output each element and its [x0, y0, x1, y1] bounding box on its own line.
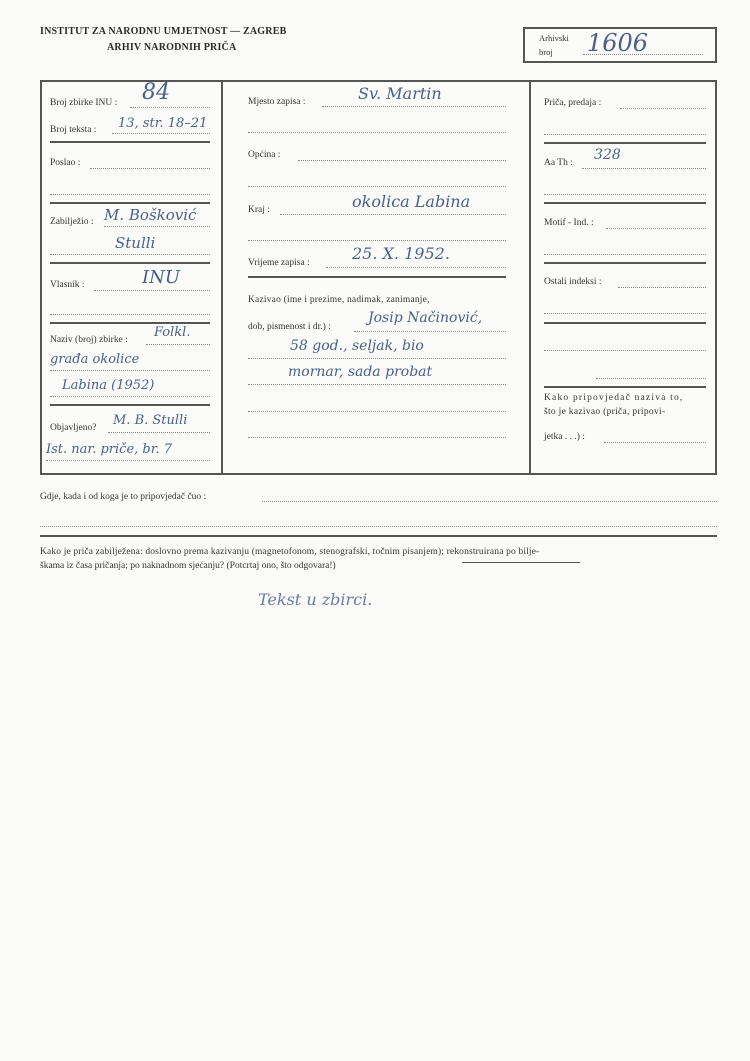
kako-label-3: jetka . . .) :	[544, 432, 585, 442]
kraj-label: Kraj :	[248, 205, 270, 215]
archive-number-box	[523, 27, 717, 63]
kako-label-2: što je kazivao (priča, pripovi-	[544, 407, 666, 417]
zabiljezena-text-2: škama iz časa pričanja; po naknadnom sjećanju? (Potcrtaj ono, što odgovara!)	[40, 561, 336, 571]
kako-label: Kako pripovjedač naziva to,	[544, 393, 684, 403]
zbirka-value: 84	[142, 80, 170, 105]
aath-label: Aa Th :	[544, 158, 573, 168]
teksta-value: 13, str. 18–21	[118, 116, 208, 131]
opcina-label: Općina :	[248, 150, 281, 160]
zabiljezio-value: M. Bošković	[104, 206, 197, 224]
archive-label-broj: broj	[539, 47, 553, 57]
archive-title: ARHIV NARODNIH PRIČA	[107, 42, 237, 53]
kazivao-label: Kazivao (ime i prezime, nadimak, zanimanje,	[248, 295, 430, 305]
poslao-label: Poslao :	[50, 158, 81, 168]
zbirka-label: Broj zbirke INU :	[50, 98, 118, 108]
column-divider-right	[529, 80, 531, 475]
archive-number: 1606	[587, 29, 649, 57]
archive-label: Arhivski	[539, 33, 569, 43]
kazivao-value-3: mornar, sada probat	[288, 364, 433, 380]
mjesto-value: Sv. Martin	[358, 84, 442, 103]
motif-label: Motif - Ind. :	[544, 218, 594, 228]
zabiljezena-text: Kako je priča zabilježena: doslovno prema kazivanju (magnetofonom, stenografski, točnim pisanjem); rekonstruirana po bilje-	[40, 547, 540, 557]
underline-mark	[462, 562, 580, 563]
vlasnik-label: Vlasnik :	[50, 280, 85, 290]
teksta-label: Broj teksta :	[50, 125, 97, 135]
kazivao-value-2: 58 god., seljak, bio	[290, 338, 424, 354]
prica-label: Priča, predaja :	[544, 98, 602, 108]
aath-value: 328	[594, 147, 621, 163]
objavljeno-value-2: Ist. nar. priče, br. 7	[46, 442, 173, 457]
naziv-value: Folkl.	[154, 325, 191, 340]
kazivao-label-2: dob, pismenost i dr.) :	[248, 322, 331, 332]
column-divider-left	[221, 80, 223, 475]
naziv-label: Naziv (broj) zbirke :	[50, 335, 128, 345]
naziv-value-3: Labina (1952)	[62, 378, 155, 393]
zabiljezio-value-2: Stulli	[115, 234, 156, 252]
vrijeme-label: Vrijeme zapisa :	[248, 258, 310, 268]
mjesto-label: Mjesto zapisa :	[248, 97, 306, 107]
gdje-label: Gdje, kada i od koga je to pripovjedač čuo :	[40, 492, 207, 502]
institute-title: INSTITUT ZA NARODNU UMJETNOST — ZAGREB	[40, 26, 287, 37]
note-text: Tekst u zbirci.	[258, 590, 373, 609]
vrijeme-value: 25. X. 1952.	[352, 244, 450, 263]
naziv-value-2: građa okolice	[50, 352, 140, 367]
kraj-value: okolica Labina	[352, 192, 471, 211]
vlasnik-value: INU	[142, 267, 181, 288]
ostali-label: Ostali indeksi :	[544, 277, 602, 287]
objavljeno-value: M. B. Stulli	[113, 413, 188, 428]
kazivao-value: Josip Načinović,	[368, 310, 483, 326]
objavljeno-label: Objavljeno?	[50, 423, 97, 433]
zabiljezio-label: Zabilježio :	[50, 217, 94, 227]
